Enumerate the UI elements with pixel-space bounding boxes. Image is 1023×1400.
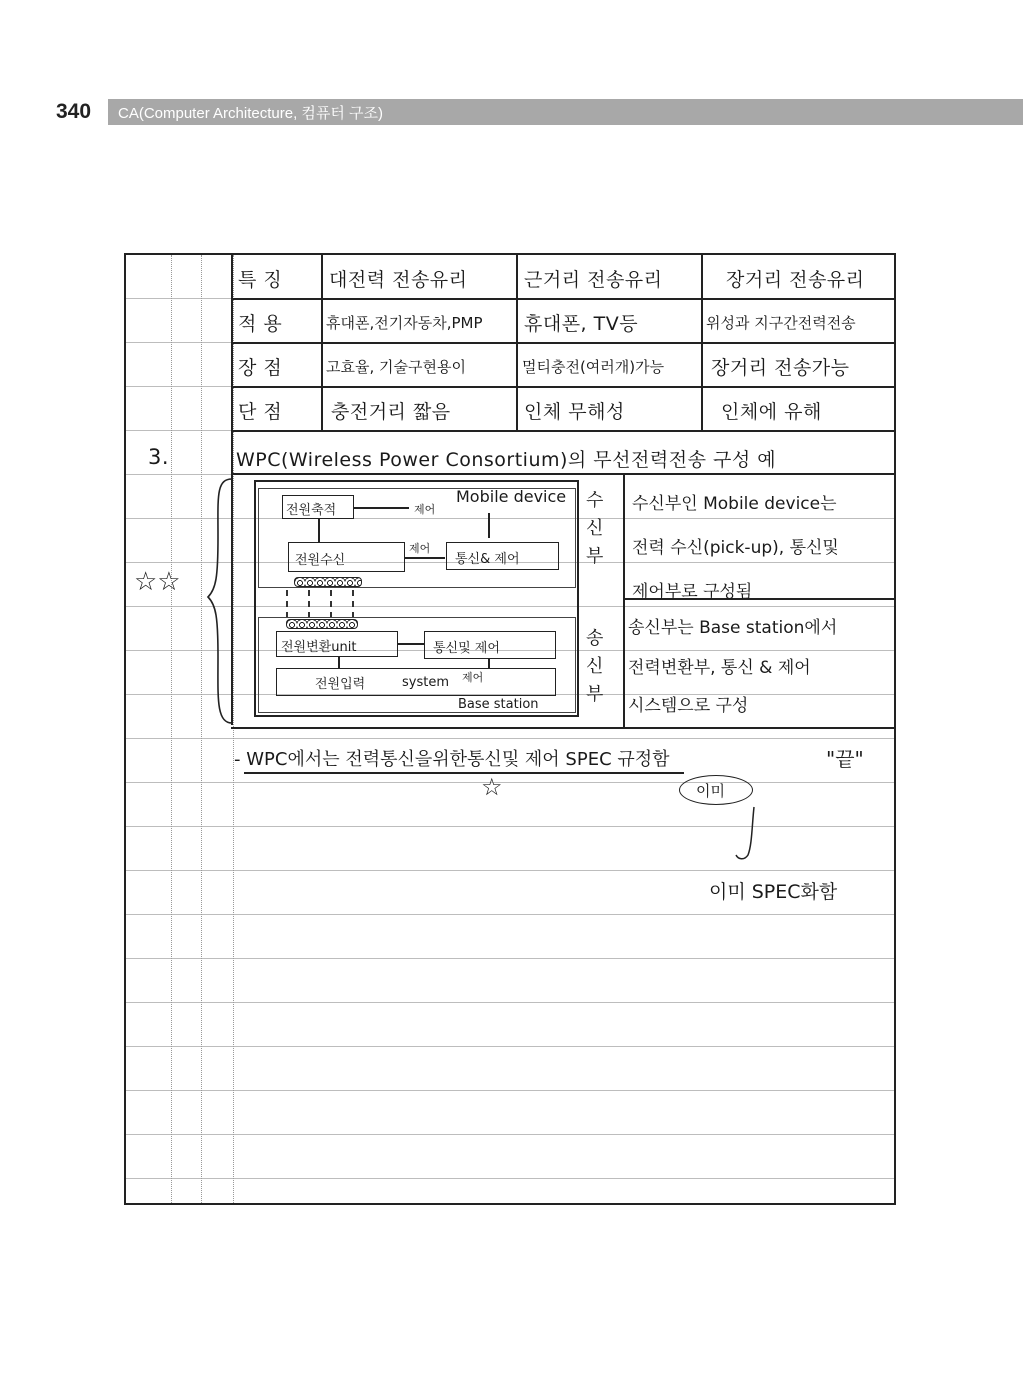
- table-cell: 휴대폰,전기자동차,PMP: [326, 314, 483, 332]
- transmitter-desc-line: 시스템으로 구성: [628, 696, 749, 716]
- table-cell: 멀티충전(여러개)가능: [522, 358, 665, 376]
- margin-line: [233, 255, 234, 1203]
- transmitter-desc-line: 송신부는 Base station에서: [628, 618, 838, 638]
- section-number: 3.: [148, 445, 170, 469]
- table-cell: 충전거리 짧음: [331, 401, 451, 423]
- table-cell: 장 점: [238, 357, 283, 379]
- receiver-side-label: 수 신 부: [586, 490, 604, 567]
- power-storage-box: 전원축적: [282, 495, 354, 519]
- section-title: WPC(Wireless Power Consortium)의 무선전력전송 구성 예: [236, 449, 777, 471]
- table-cell: 특 징: [238, 269, 283, 291]
- table-cell: 위성과 지구간전력전송: [706, 314, 856, 332]
- pointer-line-icon: [730, 805, 760, 865]
- transmitter-coil-icon: [286, 619, 358, 629]
- table-cell: 고효율, 기술구현용이: [326, 358, 466, 376]
- table-cell: 적 용: [238, 313, 283, 335]
- base-station-label: Base station: [458, 697, 539, 712]
- power-receive-box: 전원수신: [288, 542, 405, 572]
- page-number: 340: [56, 100, 92, 123]
- table-cell: 단 점: [238, 401, 283, 423]
- chapter-title: CA(Computer Architecture, 컴퓨터 구조): [118, 105, 384, 122]
- transmitter-side-label: 송 신 부: [586, 628, 604, 705]
- receiver-frame: [258, 488, 576, 588]
- table-cell: 장거리 전송유리: [726, 269, 865, 291]
- spec-note: - WPC에서는 전력통신을위한통신및 제어 SPEC 규정함: [234, 749, 670, 770]
- power-input-box: 전원입력 system 제어: [276, 668, 556, 696]
- bottom-note: 이미 SPEC화함: [709, 881, 838, 903]
- star-icon: ☆: [481, 773, 503, 801]
- margin-line: [201, 255, 202, 1203]
- notebook-sheet: [124, 253, 896, 1205]
- header-bar: [108, 99, 1023, 125]
- control-label: 제어: [414, 503, 436, 516]
- circled-note: 이미: [679, 775, 753, 805]
- table-cell: 대전력 전송유리: [329, 269, 468, 291]
- power-convert-box: 전원변환unit: [276, 631, 398, 657]
- comm-control-box: 통신& 제어: [446, 542, 559, 570]
- table-cell: 휴대폰, TV등: [524, 313, 639, 335]
- tx-comm-control-box: 통신및 제어: [424, 631, 556, 659]
- table-cell: 인체 무해성: [524, 401, 625, 423]
- table-cell: 장거리 전송가능: [711, 357, 850, 379]
- receiver-desc-line: 수신부인 Mobile device는: [632, 494, 837, 514]
- star-icon: ☆☆: [134, 567, 181, 597]
- mobile-device-label: Mobile device: [456, 487, 567, 506]
- end-mark: "끝": [826, 747, 864, 771]
- receiver-desc-line: 제어부로 구성됨: [632, 582, 753, 602]
- table-cell: 인체에 유해: [721, 401, 822, 423]
- transmitter-desc-line: 전력변환부, 통신 & 제어: [628, 658, 811, 678]
- control-label: 제어: [409, 542, 431, 555]
- receiver-desc-line: 전력 수신(pick-up), 통신및: [632, 538, 839, 558]
- margin-line: [171, 255, 172, 1203]
- table-cell: 근거리 전송유리: [524, 269, 663, 291]
- curly-brace-icon: [206, 477, 236, 727]
